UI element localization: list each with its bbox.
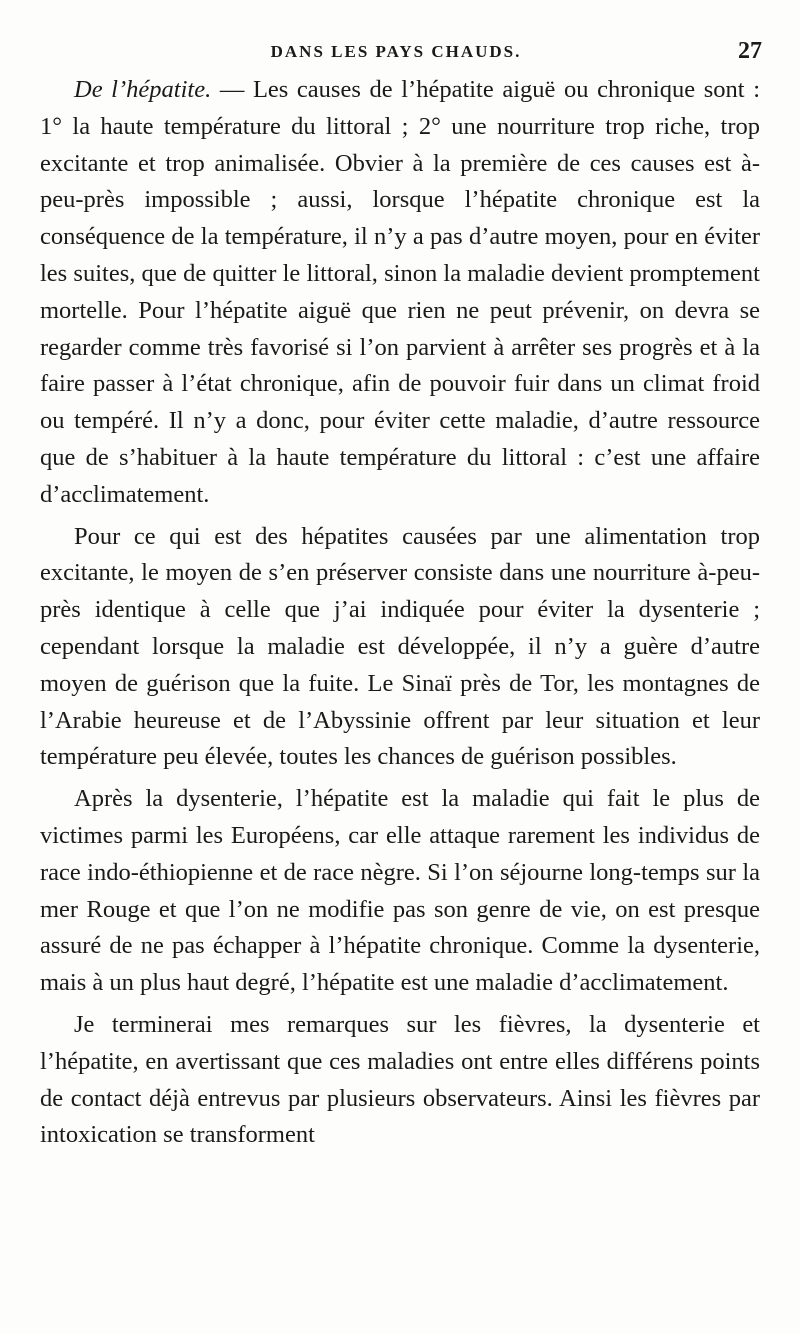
- paragraph-text: Après la dysenterie, l’hépatite est la maladie qui fait le plus de victimes parmi les Européens, car elle attaque rarement les individus de race indo-éthiopienne et de race nègre. Si l’on séjourne long-temps sur la mer Rouge et que l’on ne modifie pas son genre de vie, on est presque assuré de ne pas échapper à l’hépatite chronique. Comme la dysenterie, mais à un plus haut degré, l’hépatite est une maladie d’acclimatement.: [40, 785, 760, 997]
- paragraph-text: Je terminerai mes remarques sur les fièvres, la dysenterie et l’hépatite, en avertissant que ces maladies ont entre elles différens points de contact déjà entrevus par plusieurs observateurs. Ainsi les fièvres par intoxication se transforment: [40, 1010, 760, 1149]
- body-text: [40, 72, 760, 1154]
- paragraph-text: — Les causes de l’hépatite aiguë ou chronique sont : 1° la haute température du littoral ; 2° une nourriture trop riche, trop excitante et trop animalisée. Obvier à la première de ces causes est à-peu-près impossible ; aussi, lorsque l’hépatite chronique est la conséquence de la température, il n’y a pas d’autre moyen, pour en éviter les suites, que de quitter le littoral, sinon la maladie devient promptement mortelle. Pour l’hépatite aiguë que rien ne peut prévenir, on devra se regarder comme très favorisé si l’on parvient à arrêter ses progrès et à la faire passer à l’état chronique, afin de pouvoir fuir dans un climat froid ou tempéré. Il n’y a donc, pour éviter cette maladie, d’autre ressource que de s’habituer à la haute température du littoral : c’est une affaire d’acclimatement.: [40, 76, 760, 508]
- paragraph-text: Pour ce qui est des hépatites causées par une alimentation trop excitante, le moyen de s’en préserver consiste dans une nourriture à-peu-près identique à celle que j’ai indiquée pour éviter la dysenterie ; cependant lorsque la maladie est développée, il n’y a guère d’autre moyen de guérison que la fuite. Le Sinaï près de Tor, les montagnes de l’Arabie heureuse et de l’Abyssinie offrent par leur situation et leur température peu élevée, toutes les chances de guérison possibles.: [40, 522, 760, 771]
- paragraph: [40, 72, 760, 514]
- running-head: [30, 38, 762, 68]
- paragraph: [40, 1007, 760, 1154]
- running-title: DANS LES PAYS CHAUDS.: [270, 42, 522, 61]
- page-number: 27: [738, 38, 762, 64]
- section-heading: De l’hépatite.: [74, 76, 212, 103]
- paragraph: [40, 519, 760, 777]
- paragraph: [40, 781, 760, 1002]
